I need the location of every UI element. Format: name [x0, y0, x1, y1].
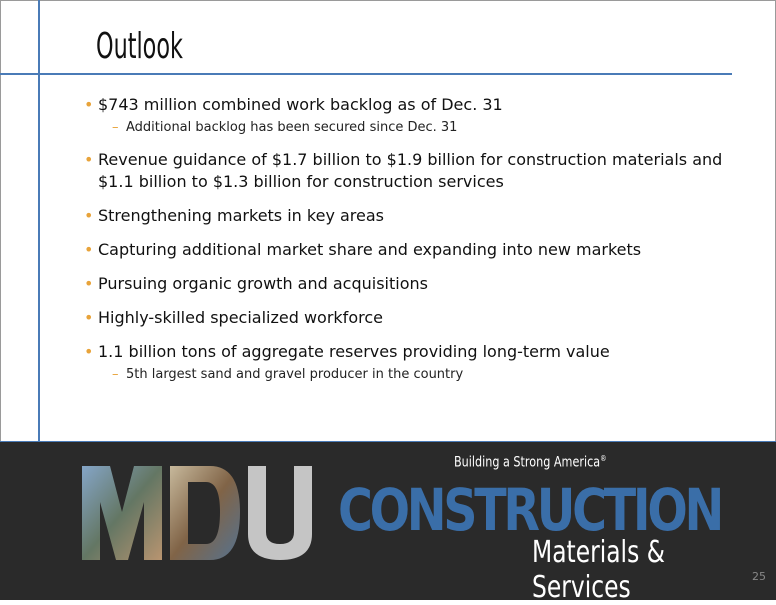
footer-tagline [454, 454, 607, 471]
sub-bullet-item [98, 366, 724, 384]
bullet-dot-icon: • [84, 240, 94, 259]
bullet-text: Pursuing organic growth and acquisitions [98, 274, 428, 293]
bullet-item [84, 341, 724, 384]
dash-icon: – [112, 367, 119, 382]
bullet-dot-icon: • [84, 274, 94, 293]
brand-construction: CONSTRUCTION [338, 476, 721, 544]
bullet-text: Capturing additional market share and expanding into new markets [98, 240, 642, 259]
bullet-item [84, 307, 724, 329]
bullet-text: Highly-skilled specialized workforce [98, 308, 383, 327]
sub-bullet-text: 5th largest sand and gravel producer in the country [126, 367, 464, 382]
slide-title: Outlook [96, 26, 183, 67]
brand-materials-services: Materials & Services [532, 535, 665, 605]
bullet-item [84, 94, 724, 137]
logo-text: MDU [200, 521, 205, 523]
bullet-dot-icon: • [84, 95, 94, 114]
bullet-item [84, 239, 724, 261]
logo-letter-d [170, 466, 240, 560]
title-underline [0, 73, 732, 75]
bullet-dot-icon: • [84, 308, 94, 327]
bullet-text: 1.1 billion tons of aggregate reserves providing long-term value [98, 342, 610, 361]
registered-mark: ® [600, 454, 607, 463]
sub-bullet-text: Additional backlog has been secured since Dec. 31 [126, 120, 458, 135]
bullet-text: Strengthening markets in key areas [98, 206, 385, 225]
bullet-dot-icon: • [84, 206, 94, 225]
page-number: 25 [752, 570, 766, 583]
bullet-item [84, 149, 724, 193]
tagline-text: Building a Strong America [454, 454, 601, 471]
bullet-item [84, 205, 724, 227]
mdu-logo [80, 462, 320, 562]
sub-bullet-item [98, 119, 724, 137]
bullet-text: $743 million combined work backlog as of Dec. 31 [98, 95, 503, 114]
logo-letter-m [82, 466, 162, 560]
dash-icon: – [112, 120, 119, 135]
bullet-item [84, 273, 724, 295]
bullet-dot-icon: • [84, 150, 94, 169]
logo-letter-u [248, 466, 312, 560]
bullet-list [84, 94, 724, 396]
bullet-text: Revenue guidance of $1.7 billion to $1.9 billion for construction materials and $1.1 billion to $1.3 billion for construction services [98, 150, 723, 191]
bullet-dot-icon: • [84, 342, 94, 361]
